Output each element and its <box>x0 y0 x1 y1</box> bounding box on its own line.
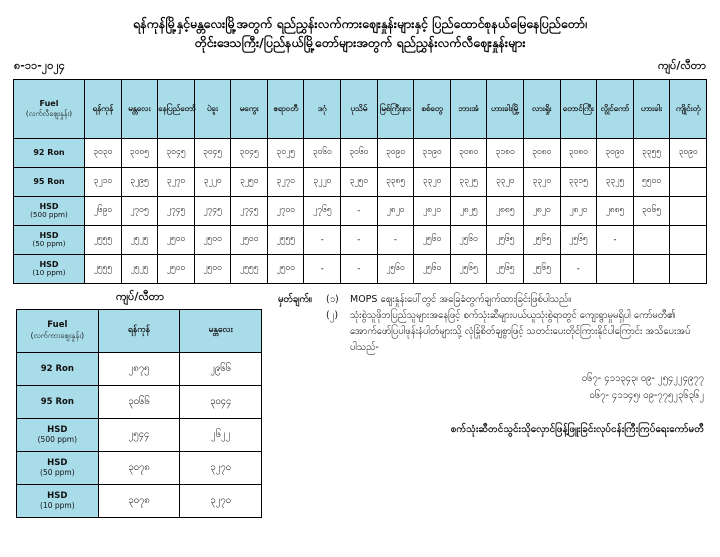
cell: - <box>341 196 378 225</box>
cell: ၂၇၆၅ <box>304 196 341 225</box>
row-label-line2: (50 ppm) <box>40 468 75 478</box>
row-label-line1: 92 Ron <box>40 363 74 374</box>
column-header: ရန်ကုန် <box>98 309 180 352</box>
cell <box>670 254 707 283</box>
row-label-line1: 95 Ron <box>40 396 74 407</box>
cell: ၂၅၆၀ <box>414 225 451 254</box>
column-header: နေပြည်တော် <box>158 79 195 138</box>
row-label <box>14 167 85 196</box>
cell: - <box>560 254 597 283</box>
wholesale-table-body <box>17 352 262 517</box>
row-label-line2: (10 ppm) <box>40 501 75 511</box>
cell: ၃၂၉၅ <box>121 167 158 196</box>
column-header: ပုသိမ် <box>341 79 378 138</box>
lower-section <box>0 284 720 518</box>
cell <box>670 167 707 196</box>
cell: ၂၅၆၀ <box>414 254 451 283</box>
cell: ၃၃၂၀ <box>414 167 451 196</box>
cell: ၂၆၂၂ <box>180 418 262 451</box>
cell: ၃၂၇၀ <box>180 484 262 517</box>
cell: ၃၃၈၅ <box>377 167 414 196</box>
column-header: ဘားအံ <box>450 79 487 138</box>
cell: ၅၅၀၀ <box>633 167 670 196</box>
retail-fuel-header-line1: Fuel <box>39 99 59 109</box>
wholesale-fuel-header-line1: Fuel <box>47 320 68 331</box>
cell: ၃၂၂၀ <box>304 167 341 196</box>
column-header: ဟားခါး <box>633 79 670 138</box>
cell: ၃၂၁၀ <box>85 167 122 196</box>
cell: ၂၈၂၀ <box>523 196 560 225</box>
row-label-line1: HSD <box>39 201 59 211</box>
retail-table-head <box>14 79 707 138</box>
wholesale-header-row <box>17 309 262 352</box>
cell: ၂၅၀၀ <box>158 225 195 254</box>
cell: ၃၃၂၅ <box>597 167 634 196</box>
column-header: လားရှိုး <box>523 79 560 138</box>
row-label <box>17 451 99 484</box>
column-header: ကျိုင်းတုံ <box>670 79 707 138</box>
row-label <box>17 385 99 418</box>
retail-price-table <box>13 79 707 284</box>
cell: ၂၅၀၀ <box>231 225 268 254</box>
footer-organization: စက်သုံးဆီတင်သွင်းသိုလှောင်ဖြန့်ဖြူးခြင်းလုပ်ငန်းကြီးကြပ်ရေးကော်မတီ <box>450 423 704 435</box>
note-item <box>278 292 704 308</box>
cell: ၃၀၉၀ <box>377 138 414 167</box>
cell: ၃၂၂၀ <box>194 167 231 196</box>
cell: ၃၀၆၆ <box>98 385 180 418</box>
wholesale-price-table <box>16 309 262 518</box>
cell: ၂၉၆၆ <box>180 352 262 385</box>
cell: ၂၈၂၀ <box>560 196 597 225</box>
column-header: စစ်တွေ <box>414 79 451 138</box>
column-header: မြစ်ကြီးနား <box>377 79 414 138</box>
row-label <box>17 352 99 385</box>
cell <box>670 225 707 254</box>
cell: ၃၀၈၀ <box>450 138 487 167</box>
cell: ၃၀၂၅ <box>267 138 304 167</box>
cell: ၃၂၅၀ <box>341 167 378 196</box>
cell: ၃၁၈၀ <box>487 138 524 167</box>
column-header: မန္တလေး <box>180 309 262 352</box>
wholesale-fuel-header <box>17 309 99 352</box>
row-label <box>14 196 85 225</box>
column-header: လွိုင်ကော် <box>597 79 634 138</box>
cell: ၃၀၉၀ <box>670 138 707 167</box>
row-label-line2: (10 ppm) <box>32 268 66 278</box>
cell: ၂၅၆၅ <box>487 254 524 283</box>
table-row <box>17 484 262 517</box>
cell: ၂၅၅၅ <box>267 225 304 254</box>
unit-label-top: ကျပ်/လီတာ <box>658 58 706 72</box>
document-date: ၈-၁၁-၂၀၂၄ <box>14 58 65 72</box>
column-header: ဒဂုံ <box>304 79 341 138</box>
cell: ၂၇၄၅ <box>158 196 195 225</box>
note-number: (၂) <box>326 309 339 321</box>
row-label-line1: HSD <box>39 230 59 240</box>
row-label <box>17 484 99 517</box>
cell: ၃၂၇၀ <box>267 167 304 196</box>
cell: ၂၈၇၅ <box>98 352 180 385</box>
cell: ၂၆၉၀ <box>85 196 122 225</box>
cell: ၃၂၅၀ <box>231 167 268 196</box>
column-header: တောင်ကြီး <box>560 79 597 138</box>
cell: ၂၅၆၅ <box>450 254 487 283</box>
cell: ၂၅၀၀ <box>194 254 231 283</box>
cell: ၂၅၂၅ <box>121 225 158 254</box>
cell: ၃၀၉၀ <box>597 138 634 167</box>
wholesale-block <box>16 290 264 518</box>
contact-phones <box>278 370 704 404</box>
cell: ၃၂၇၀ <box>158 167 195 196</box>
row-label <box>17 418 99 451</box>
cell: ၂၈၈၅ <box>487 196 524 225</box>
retail-table-body <box>14 138 707 283</box>
row-label-line1: 92 Ron <box>33 147 65 157</box>
row-label-line1: HSD <box>47 491 68 502</box>
cell: ၂၇၀၅ <box>121 196 158 225</box>
cell: ၂၅၂၅ <box>121 254 158 283</box>
cell: ၂၅၆၀ <box>377 254 414 283</box>
column-header: ရန်ကုန် <box>85 79 122 138</box>
cell: ၂၈၈၅ <box>597 196 634 225</box>
cell: ၂၈၂၅ <box>450 196 487 225</box>
date-unit-row <box>0 53 720 79</box>
cell: ၃၃၂၀ <box>487 167 524 196</box>
column-header: မန္တလေး <box>121 79 158 138</box>
cell: ၃၃၂၅ <box>450 167 487 196</box>
cell: ၂၅၀၀ <box>267 254 304 283</box>
retail-fuel-header <box>14 79 85 138</box>
cell: ၃၀၇၈ <box>98 484 180 517</box>
table-row <box>17 451 262 484</box>
table-row <box>14 196 707 225</box>
cell: ၃၂၇၀ <box>180 451 262 484</box>
cell: ၂၅၀၀ <box>158 254 195 283</box>
table-row <box>14 225 707 254</box>
row-label-line1: HSD <box>47 458 68 469</box>
cell: ၂၇၄၅ <box>231 196 268 225</box>
cell: ၃၀၇၈ <box>98 451 180 484</box>
row-label <box>14 225 85 254</box>
table-row <box>17 385 262 418</box>
cell: ၃၀၄၅ <box>231 138 268 167</box>
column-header: မကွေး <box>231 79 268 138</box>
cell: - <box>341 225 378 254</box>
note-text: MOPS ဈေးနှုန်းပေါ်တွင် အခြေခံတွက်ချက်ထားခြင်းဖြစ်ပါသည်။ <box>350 293 572 305</box>
row-label-line2: (500 ppm) <box>30 210 68 220</box>
cell: ၃၀၆၀ <box>341 138 378 167</box>
cell: ၂၅၄၄ <box>98 418 180 451</box>
cell: - <box>304 254 341 283</box>
cell <box>633 254 670 283</box>
cell: ၂၈၂၀ <box>377 196 414 225</box>
cell: ၃၀၀၅ <box>121 138 158 167</box>
cell: ၃၃၁၅ <box>560 167 597 196</box>
cell: ၂၅၅၅ <box>85 254 122 283</box>
phone-line-2: ၀၆၇- ၄၁၁၄၅၊ ၀၉-၇၇၅၂၃၆၃၆၂ <box>589 390 704 402</box>
cell: ၃၃၅၅ <box>633 138 670 167</box>
unit-label-bottom: ကျပ်/လီတာ <box>116 289 164 303</box>
cell: ၃၁၉၀ <box>414 138 451 167</box>
cell: ၃၀၈၀ <box>560 138 597 167</box>
cell: ၃၀၆၅ <box>633 196 670 225</box>
cell: ၃၀၄၅ <box>158 138 195 167</box>
cell: - <box>597 225 634 254</box>
cell: ၂၅၆၅ <box>523 225 560 254</box>
wholesale-fuel-header-line2: (လက်ကားဈေးနှုန်း) <box>30 331 85 341</box>
notes-section <box>278 290 704 518</box>
column-header: ပဲခူး <box>194 79 231 138</box>
document-header <box>0 0 720 53</box>
wholesale-table-head <box>17 309 262 352</box>
cell: ၂၇၄၅ <box>194 196 231 225</box>
row-label-line2: (50 ppm) <box>32 239 66 249</box>
cell: ၂၅၆၅ <box>487 225 524 254</box>
note-number: (၁) <box>326 293 339 305</box>
cell: ၂၅၆၀ <box>450 225 487 254</box>
table-row <box>17 352 262 385</box>
page-title-line-1: ရန်ကုန်မြို့နှင့်မန္တလေးမြို့အတွက် ရည်ညွှန်းလက်ကားဈေးနှုန်းများနှင့် ပြည်ထောင်စုနယ်မြေနေပြည်တော်၊ <box>133 16 587 31</box>
row-label-line1: HSD <box>39 259 59 269</box>
cell: ၃၀၆၀ <box>304 138 341 167</box>
cell <box>670 196 707 225</box>
cell: ၃၃၂၀ <box>523 167 560 196</box>
cell <box>633 225 670 254</box>
cell: ၂၇၀၀ <box>267 196 304 225</box>
column-header: ဧရာဝတီ <box>267 79 304 138</box>
cell: ၃၀၃၀ <box>85 138 122 167</box>
page-title-line-2: တိုင်းဒေသကြီး/ပြည်နယ်မြို့တော်များအတွက် ရည်ညွှန်းလက်လီဈေးနှုန်းများ <box>194 35 526 51</box>
row-label <box>14 138 85 167</box>
row-label-line2: (500 ppm) <box>37 435 78 445</box>
cell: - <box>341 254 378 283</box>
cell: ၃၀၄၅ <box>194 138 231 167</box>
cell: - <box>377 225 414 254</box>
cell: ၃၀၄၄ <box>180 385 262 418</box>
table-row <box>14 138 707 167</box>
cell: ၃၀၈၀ <box>523 138 560 167</box>
cell: ၂၈၂၀ <box>414 196 451 225</box>
row-label-line1: 95 Ron <box>33 176 65 186</box>
row-label <box>14 254 85 283</box>
table-row <box>14 254 707 283</box>
column-header: ဟားခါးမြို့ <box>487 79 524 138</box>
retail-fuel-header-line2: (လက်လီဈေးနှုန်း) <box>25 109 73 119</box>
cell <box>597 254 634 283</box>
row-label-line1: HSD <box>47 425 68 436</box>
cell: ၂၅၀၀ <box>194 225 231 254</box>
phone-line-1: ၀၆၇- ၄၁၁၃၄၃၊ ၀၉- ၂၅၄၂၂၄၉၇၇ <box>581 373 704 385</box>
cell: ၂၅၅၅ <box>231 254 268 283</box>
cell: - <box>304 225 341 254</box>
cell: ၂၅၅၅ <box>85 225 122 254</box>
note-item <box>278 308 704 356</box>
table-row <box>14 167 707 196</box>
cell: ၂၅၆၅ <box>523 254 560 283</box>
retail-header-row <box>14 79 707 138</box>
notes-label: မှတ်ချက်။ <box>278 293 312 305</box>
note-text: သုံးစွဲသူဖိုဘပြည်သူများအနေဖြင့် စက်သုံးဆီများပယ်ယူသုံးစွဲရာတွင် ကျေးရွာမှုမရှိပါ ကော်မတီ၏ အောက်ဖော်ပြပါဖုန်းနံပါတ်များသို့ လုံခြုံစိတ်ချစွာဖြင့် သတင်းပေးတိုင်ကြားနိုင်ပါကြောင်း အသိပေးအပ်ပါသည်- <box>350 309 691 354</box>
cell: ၂၅၆၅ <box>560 225 597 254</box>
table-row <box>17 418 262 451</box>
